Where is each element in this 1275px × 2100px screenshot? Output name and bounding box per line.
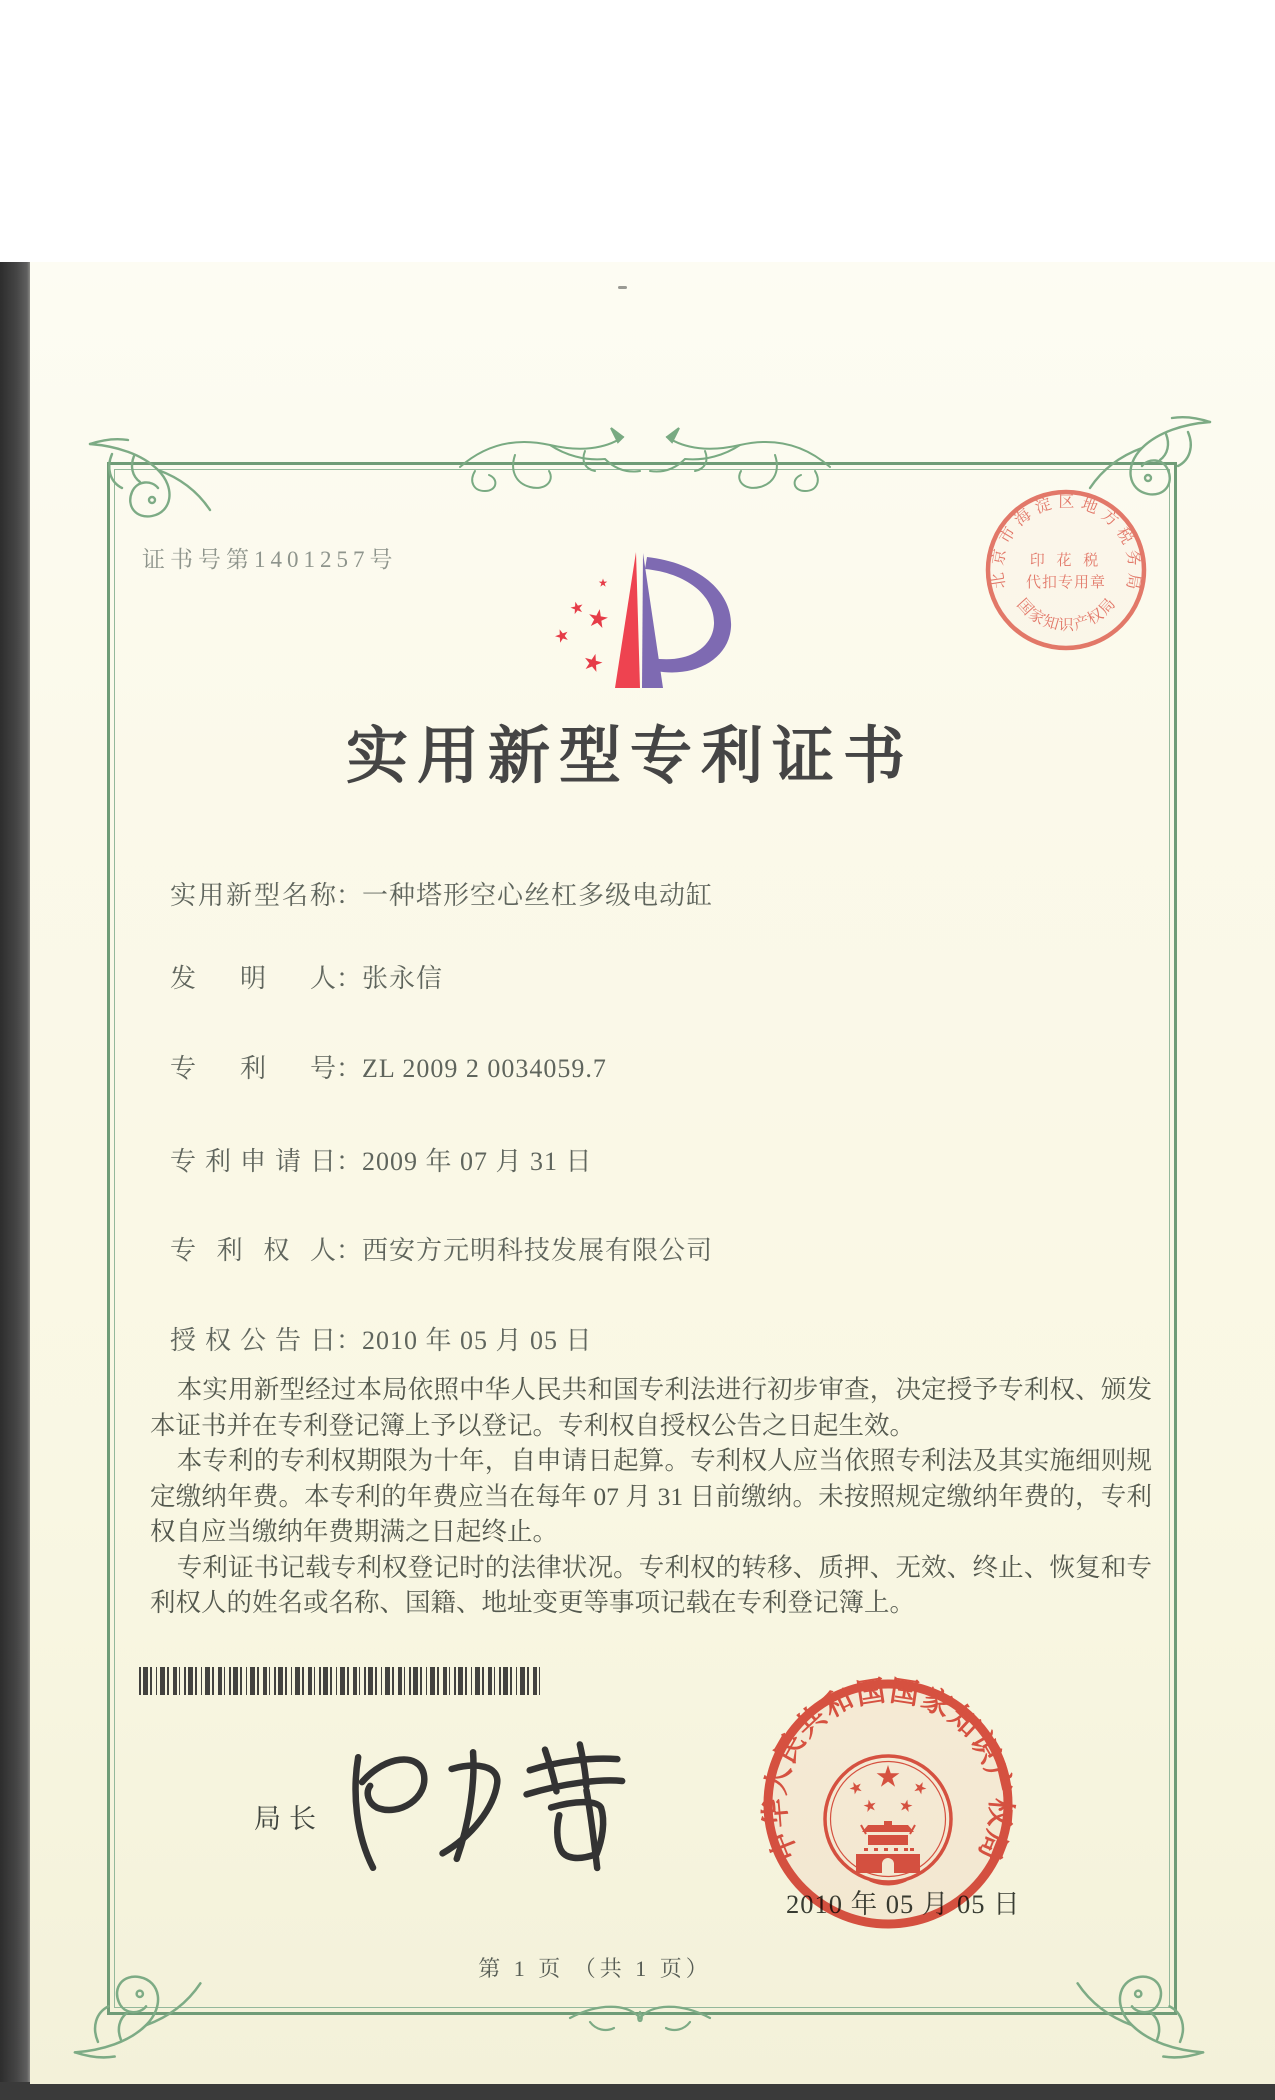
- field-label: 授权公告日: [170, 1326, 336, 1355]
- logo-red-spike: [615, 552, 640, 688]
- sipo-logo-icon: [548, 545, 733, 695]
- field-value: 西安方元明科技发展有限公司: [362, 1236, 714, 1265]
- field-label: 发明人: [170, 964, 336, 993]
- logo-stars-icon: [553, 579, 609, 673]
- field-label: 专利申请日: [170, 1147, 336, 1176]
- issue-date: 2010 年 05 月 05 日: [786, 1889, 1021, 1919]
- scan-bottom-edge: [0, 2082, 1275, 2100]
- field-colon: ：: [336, 1147, 363, 1176]
- body-paragraph-3: 专利证书记载专利权登记时的法律状况。专利权的转移、质押、无效、终止、恢复和专利权人的姓名或名称、国籍、地址变更等事项记载在专利登记簿上。: [150, 1552, 1152, 1617]
- page-footer: 第 1 页 （共 1 页）: [478, 1956, 712, 1981]
- field-value: 一种塔形空心丝杠多级电动缸: [362, 881, 714, 910]
- field-label: 专利权人: [170, 1236, 336, 1265]
- tax-seal-arc-top-text: 北京市海淀区地方税务局: [989, 494, 1143, 591]
- tax-seal-center-line2: 代扣专用章: [1025, 575, 1107, 591]
- field-label: 实用新型名称: [170, 881, 336, 910]
- field-colon: ：: [336, 964, 363, 993]
- certificate-body: [150, 1372, 1152, 1621]
- field-row-utility-model-name: [170, 875, 713, 912]
- field-colon: ：: [336, 1054, 363, 1083]
- field-row-grant-date: [170, 1320, 593, 1357]
- barcode: [139, 1667, 541, 1695]
- scan-left-edge: [0, 262, 30, 2100]
- field-label: 专利号: [170, 1054, 336, 1083]
- main-seal-arc-text: 中华人民共和国国家知识产权局: [759, 1675, 1017, 1866]
- tax-seal-center-line1: 印 花 税: [1029, 553, 1103, 569]
- corner-flourish-bottom-right-icon: [1048, 1952, 1218, 2067]
- certificate-title: 实用新型专利证书: [345, 723, 914, 791]
- ornament-bottom-center-icon: [560, 1992, 720, 2042]
- corner-flourish-top-left-icon: [82, 430, 232, 540]
- field-colon: ：: [336, 1326, 363, 1355]
- body-paragraph-2: 本专利的专利权期限为十年，自申请日起算。专利权人应当依照专利法及其实施细则规定缴纳年费。本专利的年费应当在每年 07 月 31 日前缴纳。未按照规定缴纳年费的，专利权自应当缴纳年费期满之日起终止。: [150, 1446, 1152, 1546]
- field-value: 张永信: [362, 964, 444, 993]
- field-colon: ：: [336, 1236, 363, 1265]
- tax-seal-arc-bottom-text: 国家知识产权局: [1013, 595, 1119, 635]
- corner-flourish-bottom-left-icon: [60, 1952, 230, 2067]
- field-row-patent-number: [170, 1048, 607, 1085]
- body-paragraph-1: 本实用新型经过本局依照中华人民共和国专利法进行初步审查，决定授予专利权、颁发本证书并在专利登记簿上予以登记。专利权自授权公告之日起生效。: [150, 1375, 1152, 1440]
- director-label: 局长: [254, 1804, 324, 1834]
- field-value: 2009 年 07 月 31 日: [362, 1147, 593, 1176]
- field-row-inventor: [170, 958, 443, 995]
- field-value: 2010 年 05 月 05 日: [362, 1326, 593, 1355]
- field-colon: ：: [336, 881, 363, 910]
- field-row-patentee: [170, 1230, 713, 1267]
- tax-stamp-seal: [981, 485, 1151, 655]
- director-signature: [328, 1733, 633, 1883]
- certificate-number: 证书号第1401257号: [142, 547, 398, 572]
- field-value: ZL 2009 2 0034059.7: [362, 1054, 607, 1083]
- scan-artifact-dash: [618, 286, 627, 289]
- field-row-filing-date: [170, 1141, 593, 1178]
- dragon-ornament-top-center-icon: [455, 425, 835, 500]
